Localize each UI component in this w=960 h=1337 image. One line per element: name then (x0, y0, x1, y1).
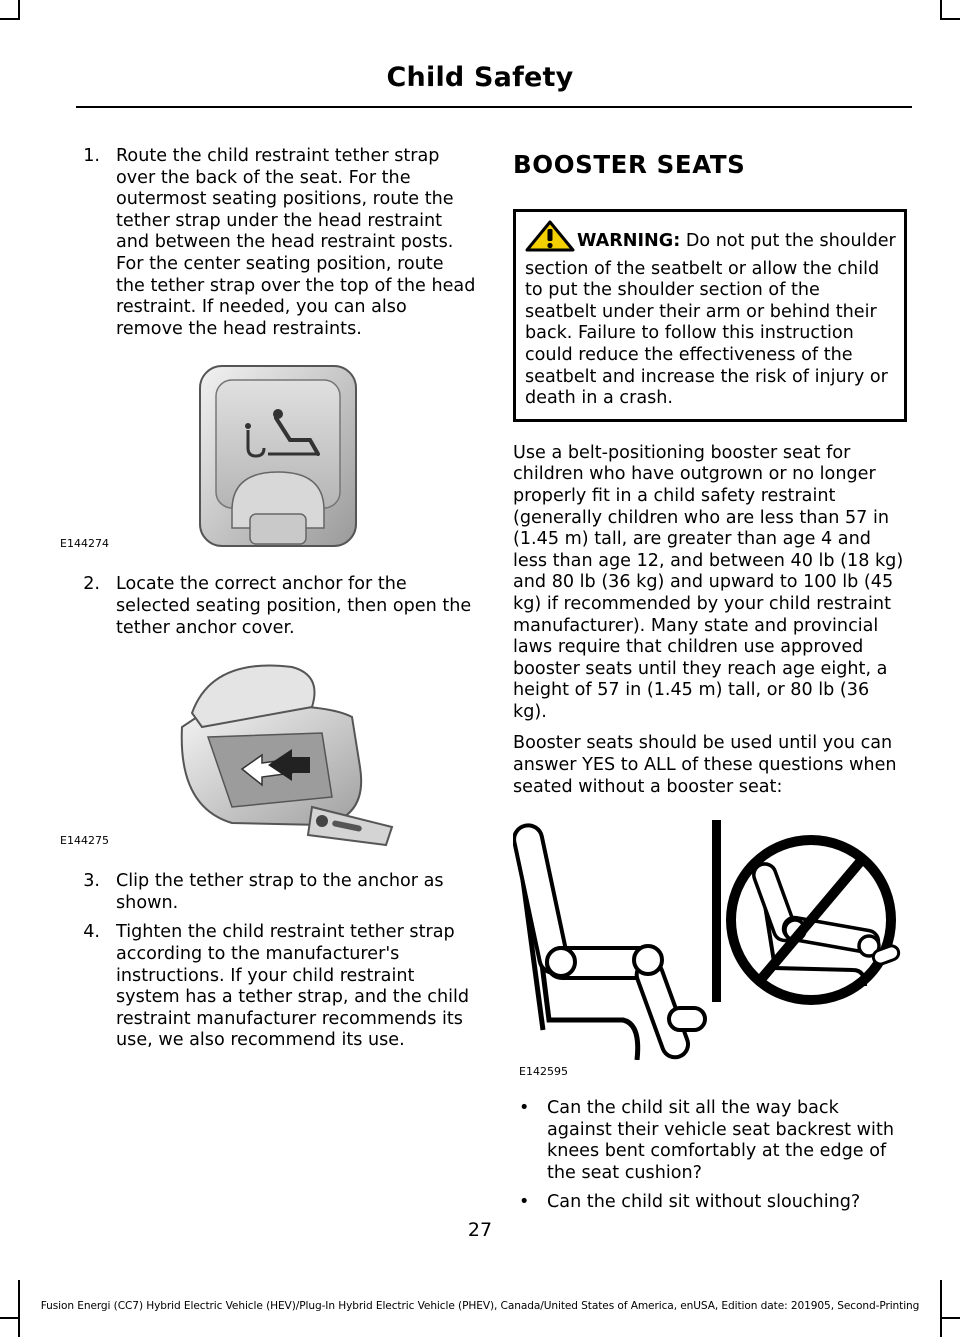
step-number: 2. (83, 574, 100, 595)
step-number: 1. (83, 146, 100, 166)
step-text: Route the child restraint tether strap over the back of the seat. For the outermost seating positions, route the tether strap under the head restraint and between the head restraint posts. For the center seating position, route the tether strap over the top of the head restraint. If needed, you can also remove the head restraints. (116, 146, 476, 339)
page-number: 27 (467, 1219, 493, 1241)
bullet-dot: • (519, 1098, 530, 1119)
warning-label: WARNING: (577, 231, 681, 251)
crop-mark (940, 0, 942, 20)
warning-box (513, 209, 907, 422)
step-4 (60, 922, 476, 1052)
step-number: 3. (83, 871, 100, 892)
step-1 (60, 146, 476, 340)
right-column (513, 146, 907, 1213)
bullet-text: Can the child sit all the way back against their vehicle seat backrest with knees bent comfortably at the edge of the seat cushion? (547, 1098, 894, 1184)
paragraph-booster-usage: Use a belt-positioning booster seat for children who have outgrown or no longer properly fit in a child safety restraint (generally children who are less than 57 in (1.45 m) tall, are greater than age 4 and less than age 12, and between 40 lb (18 kg) and 80 lb (36 kg) and upward to 100 lb (45 kg) if recommended by your child restraint manufacturer). Many state and provincial laws require that children use approved booster seats until they reach age eight, a height of 57 in (1.45 m) tall, or 80 lb (36 kg). (513, 442, 904, 722)
header-divider (76, 106, 912, 108)
bullet-text: Can the child sit without slouching? (547, 1191, 861, 1212)
bullet-item (513, 1098, 907, 1184)
footer-edition-text: Fusion Energi (CC7) Hybrid Electric Vehicle (HEV)/Plug-In Hybrid Electric Vehicle (PHEV), Canada/United States of America, enUSA, Edition date: 201905, Second-Printing (40, 1300, 920, 1312)
open-tether-anchor-icon (172, 657, 402, 847)
section-heading: BOOSTER SEATS (513, 150, 746, 179)
crop-mark (0, 1317, 20, 1319)
seat-posture-comparison-icon (513, 820, 907, 1060)
warning-triangle-icon (525, 220, 575, 259)
figure-anchor-cover (60, 360, 476, 554)
left-column (60, 146, 476, 1052)
paragraph-booster-questions: Booster seats should be used until you can answer YES to ALL of these questions when seated without a booster seat: (513, 733, 897, 797)
step-text: Tighten the child restraint tether strap according to the manufacturer's instructions. If your child restraint system has a tether strap, and the child restraint manufacturer recommends its use, we also recommend its use. (116, 922, 470, 1051)
bullet-item (513, 1192, 907, 1214)
step-text: Clip the tether strap to the anchor as shown. (116, 871, 444, 913)
warning-text: Do not put the shoulder section of the seatbelt or allow the child to put the shoulder section of the seatbelt under their arm or behind their back. Failure to follow this instruction could reduce the effectiveness of the seatbelt and increase the risk of injury or death in a crash. (525, 231, 896, 409)
bullet-dot: • (519, 1191, 530, 1212)
crop-mark (940, 18, 960, 20)
step-text: Locate the correct anchor for the selected seating position, then open the tether anchor cover. (116, 574, 472, 638)
crop-mark (18, 0, 20, 20)
tether-anchor-cover-icon (192, 360, 372, 554)
figure-code: E144275 (60, 834, 109, 848)
crop-mark (940, 1317, 960, 1319)
figure-code: E142595 (519, 1065, 568, 1079)
crop-mark (0, 18, 20, 20)
step-number: 4. (83, 922, 100, 943)
step-3 (60, 871, 476, 914)
figure-code: E144274 (60, 537, 109, 551)
step-2 (60, 574, 476, 639)
figure-open-anchor (60, 657, 476, 853)
page-title: Child Safety (386, 62, 574, 93)
figure-seating-comparison (513, 808, 907, 1098)
